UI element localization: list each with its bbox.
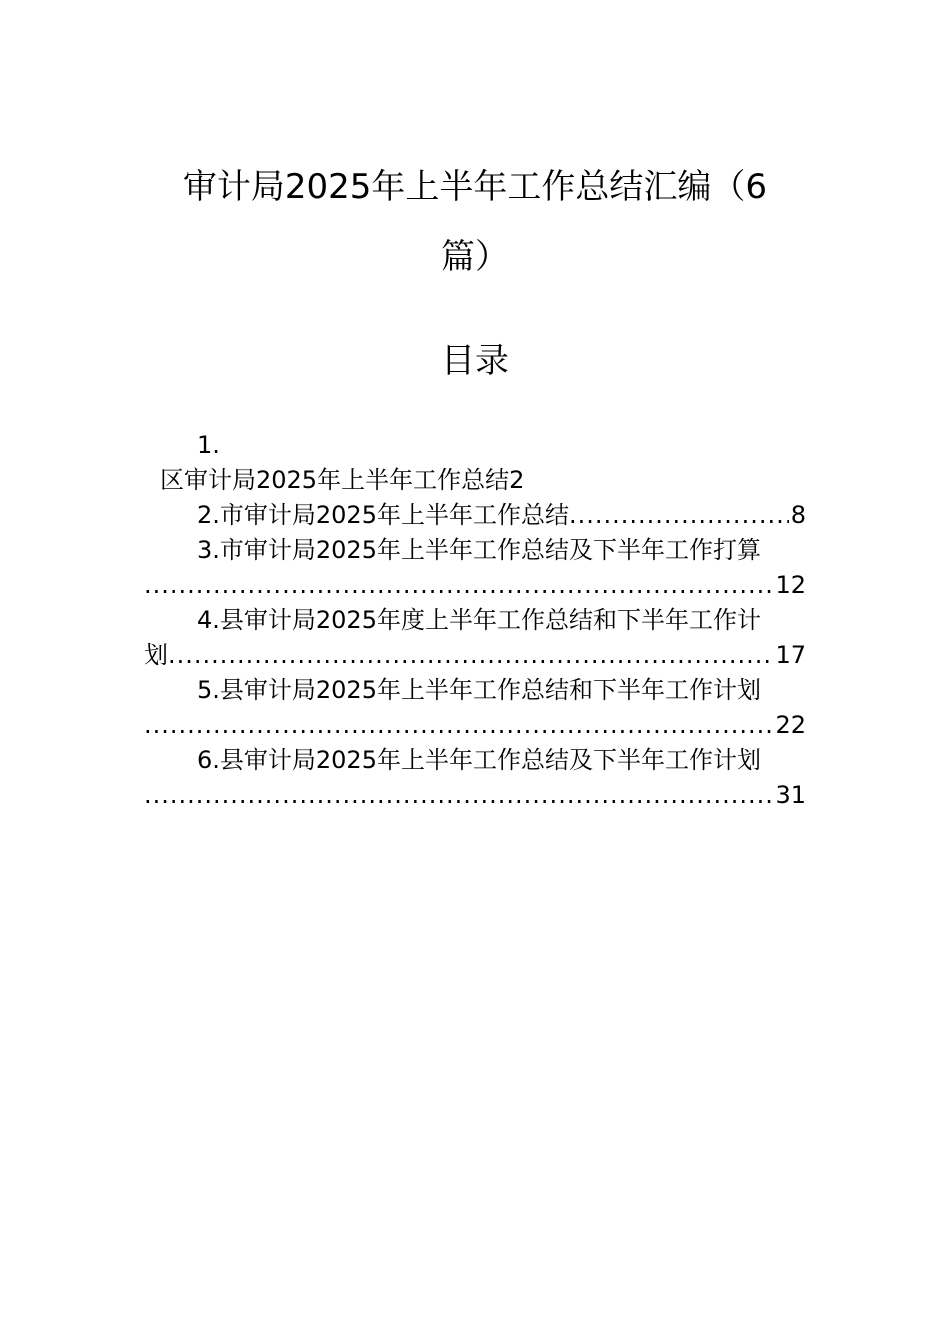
toc-leader-dots: [144, 708, 773, 743]
toc-item-5-leader-row[interactable]: [144, 708, 806, 743]
toc-leader-dots: [144, 568, 773, 603]
toc-item-2-text: 2.市审计局2025年上半年工作总结: [197, 501, 569, 529]
toc-item-4-text-line-1[interactable]: 4.县审计局2025年度上半年工作总结和下半年工作计: [197, 606, 761, 634]
table-of-contents: [144, 428, 806, 813]
document-title: [150, 152, 800, 292]
title-line-2: 篇）: [441, 237, 509, 277]
toc-item-6-page: 31: [775, 781, 806, 809]
toc-item-4-page: 17: [775, 641, 806, 669]
toc-item-2-page: 8: [790, 501, 806, 529]
toc-item-1[interactable]: [144, 463, 806, 498]
toc-item-6-text[interactable]: 6.县审计局2025年上半年工作总结及下半年工作计划: [197, 746, 761, 774]
toc-item-6-leader-row[interactable]: [144, 778, 806, 813]
toc-item-4-text-line-2: 划: [144, 641, 168, 669]
toc-heading: 目录: [441, 341, 509, 381]
toc-item-2[interactable]: [144, 498, 806, 533]
toc-item-4-leader-row[interactable]: [144, 638, 806, 673]
toc-leader-dots: [144, 778, 773, 813]
toc-item-1-text: 区审计局2025年上半年工作总结: [160, 466, 510, 494]
toc-item-3-leader-row[interactable]: [144, 568, 806, 603]
toc-item-5-text[interactable]: 5.县审计局2025年上半年工作总结和下半年工作计划: [197, 676, 761, 704]
toc-item-3-text[interactable]: 3.市审计局2025年上半年工作总结及下半年工作打算: [197, 536, 761, 564]
toc-item-5-page: 22: [775, 711, 806, 739]
toc-leader-dots: [168, 638, 773, 673]
title-line-1: 审计局2025年上半年工作总结汇编（6: [182, 167, 768, 207]
toc-leader-dots: [569, 498, 789, 533]
toc-item-1-number[interactable]: 1.: [197, 431, 220, 459]
toc-item-1-page: 2: [509, 466, 525, 494]
toc-item-3-page: 12: [775, 571, 806, 599]
